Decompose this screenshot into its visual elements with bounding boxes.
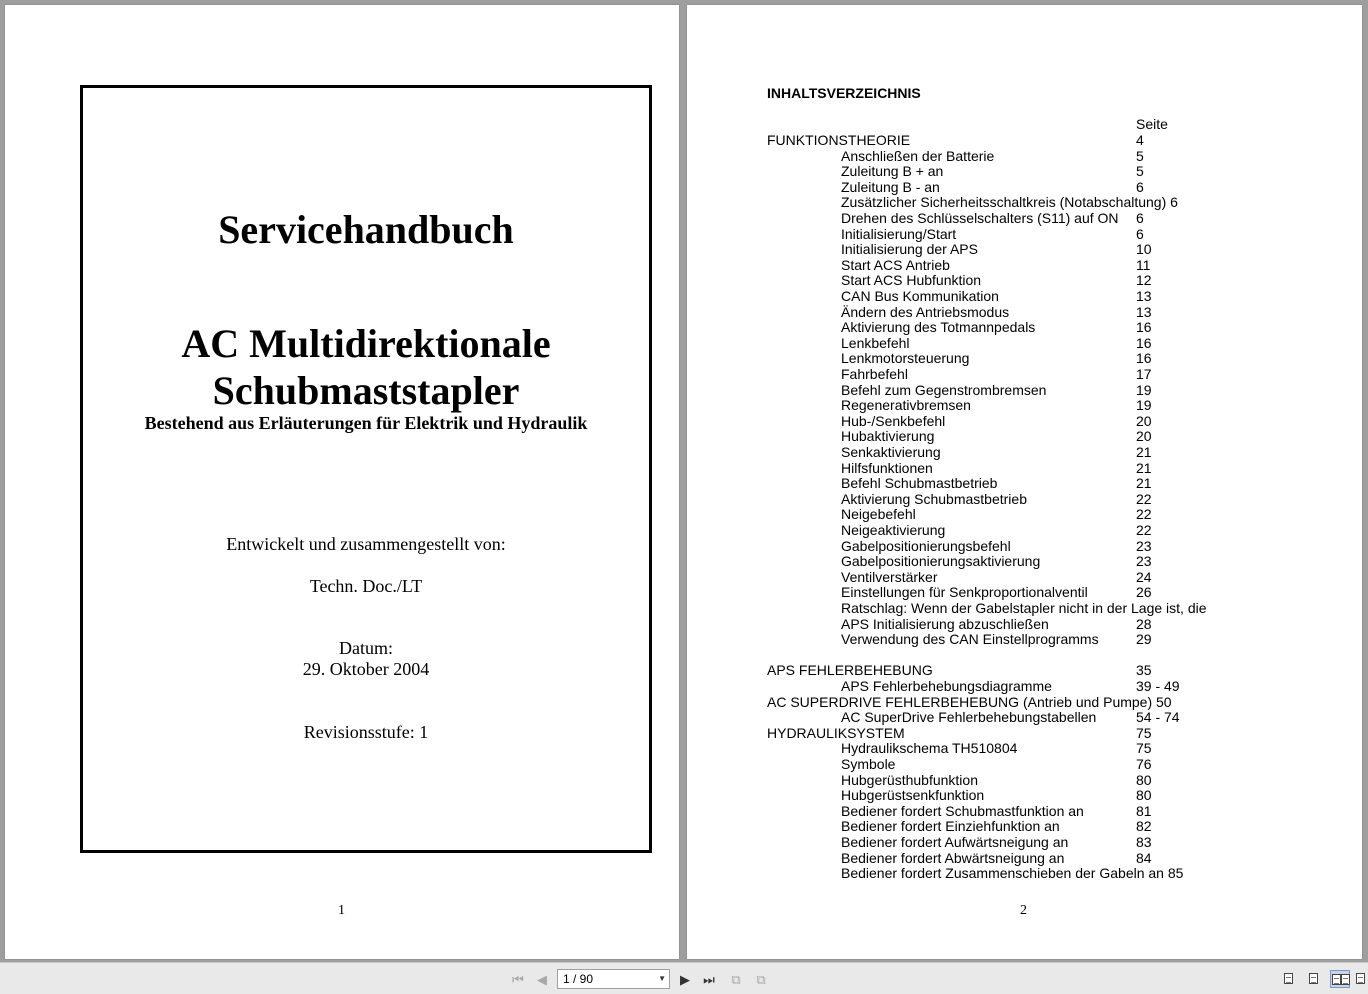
toc-entry[interactable] bbox=[687, 179, 1362, 195]
toc-entry-title: Drehen des Schlüsselschalters (S11) auf ON bbox=[841, 210, 1119, 226]
toc-entry[interactable] bbox=[687, 709, 1362, 725]
toc-entry-title: Zuleitung B - an bbox=[841, 178, 940, 195]
toc-entry[interactable] bbox=[687, 725, 1362, 741]
toc-entry-title: Symbole bbox=[841, 756, 896, 772]
continuous-view-icon[interactable] bbox=[1304, 970, 1324, 988]
toc-entry-title: Gabelpositionierungsaktivierung bbox=[841, 553, 1041, 570]
toc-entry-page: 23 bbox=[1136, 553, 1152, 570]
toc-entry-page: 6 bbox=[1136, 225, 1144, 242]
toc-entry[interactable] bbox=[687, 850, 1362, 866]
page-number: 2 bbox=[1020, 903, 1027, 918]
toc-entry-title: Befehl zum Gegenstrombremsen bbox=[841, 381, 1047, 398]
toc-entry-title: Initialisierung/Start bbox=[841, 225, 957, 242]
toc-entry-title: Gabelpositionierungsbefehl bbox=[841, 537, 1011, 554]
page-indicator: 1 / 90 bbox=[563, 972, 594, 986]
toc-entry[interactable] bbox=[687, 600, 1362, 616]
toc-entry-page: 54 - 74 bbox=[1136, 709, 1180, 726]
prev-page-icon[interactable]: ◀ bbox=[537, 972, 547, 987]
toc-entry[interactable] bbox=[687, 772, 1362, 788]
toc-entry-title: Aktivierung Schubmastbetrieb bbox=[841, 490, 1027, 507]
cover-subtitle bbox=[83, 320, 649, 414]
toc-entry-title: CAN Bus Kommunikation bbox=[841, 288, 999, 304]
toc-entry-title: Ändern des Antriebsmodus bbox=[841, 303, 1010, 320]
toc-entry-title: Zusätzlicher Sicherheitsschaltkreis (Notabschaltung) 6 bbox=[841, 194, 1178, 211]
viewer-toolbar bbox=[0, 962, 1368, 994]
toc-entry-page: 19 bbox=[1136, 381, 1152, 398]
toc-entry[interactable] bbox=[687, 506, 1362, 522]
toc-entry-title: Ratschlag: Wenn der Gabelstapler nicht in der Lage ist, die bbox=[841, 600, 1207, 616]
author: Techn. Doc./LT bbox=[309, 576, 423, 596]
toc-entry-title: Start ACS Antrieb bbox=[841, 256, 950, 273]
toc-entry-page: 84 bbox=[1136, 849, 1152, 866]
toc-entry[interactable] bbox=[687, 366, 1362, 382]
toc-entry-page: 16 bbox=[1136, 350, 1152, 367]
toc-entry-title: Bediener fordert Abwärtsneigung an bbox=[841, 849, 1065, 866]
page-number: 1 bbox=[338, 903, 345, 918]
toc-entry[interactable] bbox=[687, 194, 1362, 210]
toc-entry-page: 16 bbox=[1136, 319, 1152, 336]
toc-entry-page: 81 bbox=[1136, 802, 1152, 819]
toc-entry-page: 20 bbox=[1136, 428, 1152, 445]
toc-entry[interactable] bbox=[687, 553, 1362, 569]
toc-entry-page: 17 bbox=[1136, 366, 1152, 382]
toc-entry[interactable] bbox=[687, 616, 1362, 632]
toc-entry-title: Lenkmotorsteuerung bbox=[841, 350, 970, 367]
toc-entry-page: 83 bbox=[1136, 834, 1152, 850]
toc-entry-page: 19 bbox=[1136, 397, 1152, 414]
toc-entry[interactable] bbox=[687, 444, 1362, 460]
toc-entry[interactable] bbox=[687, 257, 1362, 273]
toc-entry-page: 5 bbox=[1136, 147, 1144, 164]
cover-description: Bestehend aus Erläuterungen für Elektrik und Hydraulik bbox=[144, 413, 588, 433]
toc-entry-title: Fahrbefehl bbox=[841, 366, 908, 382]
page-2 bbox=[687, 5, 1362, 959]
last-page-icon[interactable]: ⏭ bbox=[703, 972, 715, 987]
continuous-facing-view-icon[interactable] bbox=[1354, 970, 1368, 988]
toc-entry[interactable] bbox=[687, 491, 1362, 507]
toc-entry[interactable] bbox=[687, 319, 1362, 335]
toc-heading: INHALTSVERZEICHNIS bbox=[767, 85, 921, 101]
toc-entry-title: AC SUPERDRIVE FEHLERBEHEBUNG (Antrieb und Pumpe) 50 bbox=[767, 693, 1172, 710]
toc-entry-page: 13 bbox=[1136, 303, 1152, 320]
toc-entry-page: 26 bbox=[1136, 584, 1152, 601]
toc-entry[interactable] bbox=[687, 694, 1362, 710]
toc-entry-page: 75 bbox=[1136, 740, 1152, 757]
toc-entry-title: Start ACS Hubfunktion bbox=[841, 272, 982, 289]
toc-entry[interactable] bbox=[687, 413, 1362, 429]
toc-entry[interactable] bbox=[687, 678, 1362, 694]
toc-entry[interactable] bbox=[687, 304, 1362, 320]
toc-entry-title: Hub-/Senkbefehl bbox=[841, 412, 946, 429]
toc-entry-title: HYDRAULIKSYSTEM bbox=[767, 724, 905, 741]
toc-entry-title: APS Fehlerbehebungsdiagramme bbox=[841, 678, 1052, 694]
toc-entry[interactable] bbox=[687, 460, 1362, 476]
toc-entry[interactable] bbox=[687, 382, 1362, 398]
toc-entry-page: 20 bbox=[1136, 412, 1152, 429]
toc-entry[interactable] bbox=[687, 787, 1362, 803]
toc-entry-title: Hubgerüsthubfunktion bbox=[841, 771, 978, 788]
toc-entry-title: Initialisierung der APS bbox=[841, 241, 978, 258]
toc-entry[interactable] bbox=[687, 631, 1362, 647]
toc-entry-title: FUNKTIONSTHEORIE bbox=[767, 132, 911, 148]
toc-entry-page: 82 bbox=[1136, 818, 1152, 835]
toc-entry-title: AC SuperDrive Fehlerbehebungstabellen bbox=[841, 709, 1097, 726]
toc-entry-page: 21 bbox=[1136, 459, 1152, 476]
toc-entry-title: Regenerativbremsen bbox=[841, 397, 971, 414]
toc-entry[interactable] bbox=[687, 522, 1362, 538]
toc-entry-page: 80 bbox=[1136, 771, 1152, 788]
date-label: Datum: bbox=[339, 638, 393, 658]
toc-entry-page: 80 bbox=[1136, 787, 1152, 804]
toc-entry-title: Senkaktivierung bbox=[841, 444, 941, 460]
toc-entry-title: Einstellungen für Senkproportionalventil bbox=[841, 584, 1088, 601]
toc-entry-page: 5 bbox=[1136, 163, 1144, 180]
toc-entry-title: APS FEHLERBEHEBUNG bbox=[767, 662, 933, 679]
toc-entry-title: Bediener fordert Aufwärtsneigung an bbox=[841, 834, 1069, 850]
toc-entry-page: 22 bbox=[1136, 490, 1152, 507]
cover-frame bbox=[80, 85, 652, 853]
toc-entry[interactable] bbox=[687, 272, 1362, 288]
toc-entry-page: 76 bbox=[1136, 756, 1152, 772]
toc-entry[interactable] bbox=[687, 569, 1362, 585]
toc-entry[interactable] bbox=[687, 350, 1362, 366]
toc-entry[interactable] bbox=[687, 803, 1362, 819]
toc-entry[interactable] bbox=[687, 397, 1362, 413]
toc-entry[interactable] bbox=[687, 818, 1362, 834]
cover-subtitle-line-1: AC Multidirektionale bbox=[181, 321, 551, 366]
page-selector[interactable] bbox=[557, 969, 670, 989]
toc-entry[interactable] bbox=[687, 241, 1362, 257]
toc-entry-title: Hubaktivierung bbox=[841, 428, 935, 445]
toc-entry-page: 6 bbox=[1136, 210, 1144, 226]
toc-entry-title: Neigeaktivierung bbox=[841, 522, 946, 538]
revision: Revisionsstufe: 1 bbox=[303, 722, 429, 742]
toc-entry-page: 6 bbox=[1136, 178, 1144, 195]
toc-entry-page: 12 bbox=[1136, 272, 1152, 289]
date: 29. Oktober 2004 bbox=[302, 659, 430, 679]
toc-entry-title: APS Initialisierung abzuschließen bbox=[841, 615, 1049, 632]
toc-entry-page: 4 bbox=[1136, 132, 1144, 148]
rotate-ccw-icon[interactable]: ⧉ bbox=[731, 972, 741, 987]
toc-seite-label: Seite bbox=[1136, 116, 1168, 132]
toc-entry[interactable] bbox=[687, 538, 1362, 554]
toc-entry-title: Bediener fordert Zusammenschieben der Gabeln an 85 bbox=[841, 865, 1184, 882]
toc-entry[interactable] bbox=[687, 132, 1362, 148]
toc-entry-title: Aktivierung des Totmannpedals bbox=[841, 319, 1036, 336]
toc-entry-title: Hydraulikschema TH510804 bbox=[841, 740, 1018, 757]
first-page-icon[interactable]: ⏮ bbox=[512, 972, 524, 987]
toc-entry[interactable] bbox=[687, 584, 1362, 600]
toc-entry-page: 11 bbox=[1136, 256, 1151, 273]
toc-entry[interactable] bbox=[687, 335, 1362, 351]
single-page-view-icon[interactable] bbox=[1279, 970, 1299, 988]
toc-entry-page: 75 bbox=[1136, 724, 1152, 741]
toc-entry-title: Zuleitung B + an bbox=[841, 163, 944, 180]
toc-entry-title: Bediener fordert Schubmastfunktion an bbox=[841, 802, 1084, 819]
toc-entry-title: Bediener fordert Einziehfunktion an bbox=[841, 818, 1060, 835]
toc-entry[interactable] bbox=[687, 163, 1362, 179]
toc-entry[interactable] bbox=[687, 834, 1362, 850]
toc-entry[interactable] bbox=[687, 475, 1362, 491]
toc-entry-page: 22 bbox=[1136, 522, 1152, 538]
toc-entry[interactable] bbox=[687, 756, 1362, 772]
toc-entry-page: 21 bbox=[1136, 444, 1152, 460]
toc-entry[interactable] bbox=[687, 662, 1362, 678]
cover-title: Servicehandbuch bbox=[218, 207, 514, 252]
toc-entry[interactable] bbox=[687, 148, 1362, 164]
next-page-icon[interactable]: ▶ bbox=[680, 972, 690, 987]
toc-entry-page: 29 bbox=[1136, 631, 1152, 648]
toc-entry-title: Hilfsfunktionen bbox=[841, 459, 933, 476]
author-label: Entwickelt und zusammengestellt von: bbox=[226, 534, 506, 554]
toc-entry[interactable] bbox=[687, 647, 1362, 663]
toc-entry[interactable] bbox=[687, 865, 1362, 881]
rotate-cw-icon[interactable]: ⧉ bbox=[756, 972, 766, 987]
toc-entry-title: Lenkbefehl bbox=[841, 334, 910, 351]
toc-entry-title: Befehl Schubmastbetrieb bbox=[841, 475, 998, 492]
toc-entry-page: 24 bbox=[1136, 568, 1152, 585]
toc-entry-page: 23 bbox=[1136, 537, 1152, 554]
toc-entry-page: 13 bbox=[1136, 288, 1152, 304]
toc-entry-title: Anschließen der Batterie bbox=[841, 147, 995, 164]
toc-entry-page: 21 bbox=[1136, 475, 1152, 492]
chevron-down-icon: ▼ bbox=[658, 974, 666, 983]
toc-entry-page: 35 bbox=[1136, 662, 1152, 679]
toc-entry[interactable] bbox=[687, 210, 1362, 226]
toc-entry-page: 39 - 49 bbox=[1136, 678, 1180, 694]
page-1 bbox=[5, 5, 679, 959]
toc-entry-page: 22 bbox=[1136, 506, 1152, 523]
toc-entry-title: Verwendung des CAN Einstellprogramms bbox=[841, 631, 1099, 648]
toc-entry-title: Hubgerüstsenkfunktion bbox=[841, 787, 985, 804]
toc-entry-title: Neigebefehl bbox=[841, 506, 916, 523]
toc-entry[interactable] bbox=[687, 740, 1362, 756]
toc-entry[interactable] bbox=[687, 226, 1362, 242]
toc-entry-page: 16 bbox=[1136, 334, 1152, 351]
toc-entry-title: Ventilverstärker bbox=[841, 568, 938, 585]
toc-entry[interactable] bbox=[687, 288, 1362, 304]
facing-view-icon[interactable] bbox=[1330, 970, 1350, 988]
cover-subtitle-line-2: Schubmaststapler bbox=[212, 368, 520, 413]
toc-entry-page: 10 bbox=[1136, 241, 1152, 258]
toc-entry[interactable] bbox=[687, 428, 1362, 444]
toc-entry-page: 28 bbox=[1136, 615, 1152, 632]
